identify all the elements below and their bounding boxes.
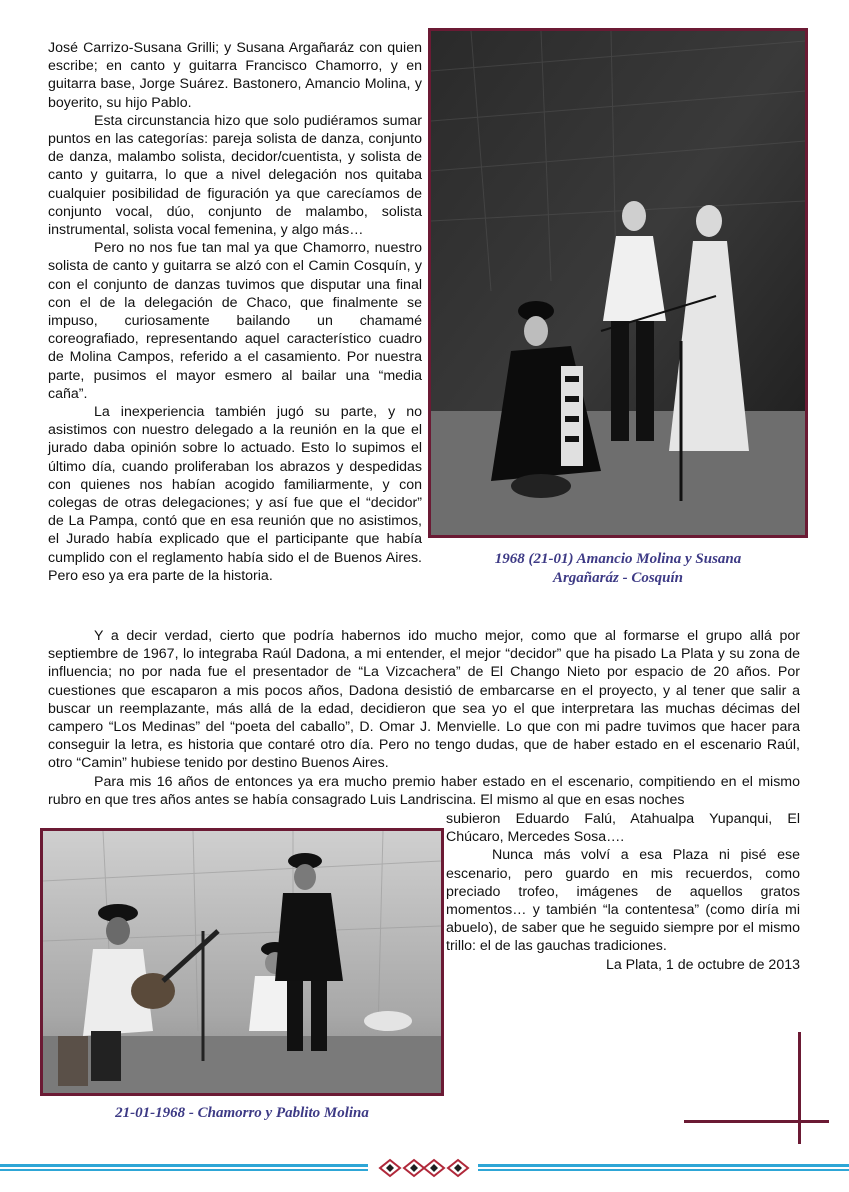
caption-line: 1968 (21-01) Amancio Molina y Susana xyxy=(494,551,742,567)
footer-ornament-icon xyxy=(376,1158,472,1178)
article-column-top xyxy=(48,39,422,585)
paragraph: La inexperiencia también jugó su parte, y no asistimos con nuestro delegado a la reunión en la que el jurado daba opinión sobre lo actuado. Esto lo supimos el último día, cuando proliferaban los abrazos y despedidas con quienes nos habían acogido familiarmente, y con colegas de otras delegaciones; y así fue que el “decidor” de La Pampa, contó que en esa reunión que no asistimos, el Jurado había explicado que el participante que había cumplido con el reglamento había sido el de Buenos Aires. Pero eso ya era parte de la historia. xyxy=(48,404,422,584)
decorative-line-horizontal xyxy=(684,1120,829,1123)
footer-line-left xyxy=(0,1162,368,1174)
dateline: La Plata, 1 de octubre de 2013 xyxy=(605,956,800,973)
paragraph: Para mis 16 años de entonces ya era mucho premio haber estado en el escenario, compitiendo en el mismo rubro en que tres años antes se había consagrado Luis Landriscina. El mismo al que en esas noches xyxy=(48,773,800,808)
paragraph: Pero no nos fue tan mal ya que Chamorro, nuestro solista de canto y guitarra se alzó con el Camin Cosquín, y con el conjunto de danzas tuvimos que disputar una final con el de la delegación de Chaco, que finalmente se impuso, curiosamente bailando un chamamé coreografiado, representando aquel característico cuadro de Molina Campos, referido a el casamiento. Por nuestra parte, pusimos el mayor esmero al bailar una “media caña”. xyxy=(48,240,422,402)
photo-caption-top xyxy=(428,550,808,588)
paragraph: José Carrizo-Susana Grilli; y Susana Argañaráz con quien escribe; en canto y guitarra Francisco Chamorro, y en guitarra base, Jorge Suárez. Bastonero, Amancio Molina, y boyerito, su hijo Pablo. xyxy=(48,40,422,111)
decorative-line-vertical xyxy=(798,1032,801,1144)
photo-chamorro-pablito xyxy=(40,828,444,1096)
article-column-bottom xyxy=(446,810,800,974)
photo-molina-arganaraz xyxy=(428,28,808,538)
paragraph: Esta circunstancia hizo que solo pudiéramos sumar puntos en las categorías: pareja solista de danza, conjunto de danza, malambo solista, decidor/cuentista, y solista de canto y guitarra, lo que a nivel delegación nos quitaba cualquier posibilidad de figuración ya que carecíamos de conjunto vocal, dúo, conjunto de malambo, solista instrumental, solista vocal femenina, y algo más… xyxy=(48,112,422,239)
photo-illustration xyxy=(431,31,805,535)
paragraph: subieron Eduardo Falú, Atahualpa Yupanqui, El Chúcaro, Mercedes Sosa…. xyxy=(446,811,800,846)
photo-caption-bottom: 21-01-1968 - Chamorro y Pablito Molina xyxy=(115,1105,369,1121)
caption-line: Argañaráz - Cosquín xyxy=(552,570,684,586)
footer-line-right xyxy=(478,1162,849,1174)
paragraph: Y a decir verdad, cierto que podría habernos ido mucho mejor, como que al formarse el grupo allá por septiembre de 1967, lo integraba Raúl Dadona, a mi entender, el mejor “decidor” que ha pisado La Plata y su zona de influencia; no por nada fue el presentador de “La Vizcachera” de El Chango Nieto por espacio de 20 años. Por cuestiones que escaparon a mis pocos años, Dadona desistió de embarcarse en el proyecto, y al tener que salir a buscar un reemplazante, más allá de la edad, decidieron que sea yo el que interpretara las muchas décimas del campero “Los Medinas” del “poeta del caballo”, D. Omar J. Menvielle. Lo que con mi padre tuvimos que hacer para conseguir la letra, es historia que contaré otro día. Pero no tengo dudas, que de haber estado en el escenario Raúl, otro “Camin” hubiese tenido por destino Buenos Aires. xyxy=(48,628,800,772)
photo-illustration xyxy=(43,831,441,1093)
paragraph: Nunca más volví a esa Plaza ni pisé ese escenario, pero guardo en mis recuerdos, como preciado trofeo, imágenes de aquellos gratos momentos… y también “la contentesa” (como diría mi abuelo), de saber que he seguido siempre por el mismo trillo: el de las gauchas tradiciones. xyxy=(446,847,800,955)
article-column-full xyxy=(48,627,800,809)
